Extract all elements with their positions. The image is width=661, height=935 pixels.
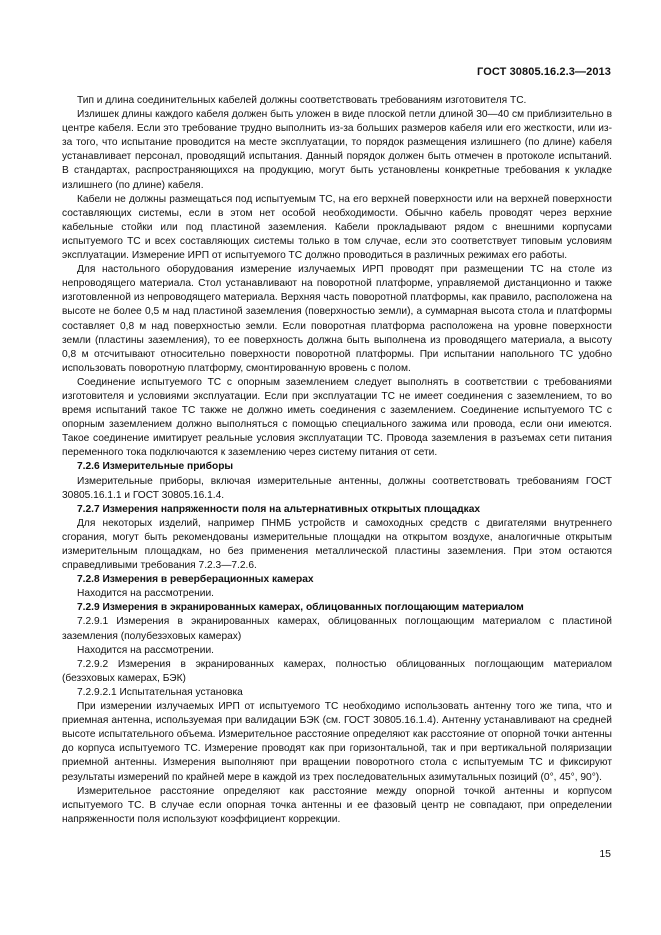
paragraph: 7.2.9.2.1 Испытательная установка	[77, 686, 243, 698]
paragraph: Для настольного оборудования измерение излучаемых ИРП проводят при размещении ТС на столе из непроводящего материала. Стол устанавливают на поворотной платформе, управляемой дистанционно и также изготовленной из непроводящего материала. Верхняя часть поворотной платформы, как правило, расположена на высоте не более 0,5 м над пластиной заземления (поверхностью земли), а суммарная высота стола и платформы составляет 0,8 м над поверхностью земли. Если поворотная платформа расположена на уровне поверхности земли (пластины заземления), то ее поверхность должна быть выполнена из проводящего материала, а высоту 0,8 м отсчитывают относительно поверхности поворотной платформы. При испытании напольного ТС удобно использовать поворотную платформу, смонтированную вровень с полом.	[62, 264, 612, 374]
paragraph: Измерительные приборы, включая измерительные антенны, должны соответствовать требованиям ГОСТ 30805.16.1.1 и ГОСТ 30805.16.1.4.	[62, 475, 612, 501]
paragraph: Находится на рассмотрении.	[77, 588, 214, 600]
paragraph: Измерительное расстояние определяют как расстояние между опорной точкой антенны и корпусом испытуемого ТС. В случае если опорная точка антенны и ее фазовый центр не совпадают, при определении напряженности поля используют коэффициент коррекции.	[62, 785, 612, 825]
section-heading: 7.2.6 Измерительные приборы	[77, 461, 234, 473]
document-code: ГОСТ 30805.16.2.3—2013	[477, 66, 611, 78]
paragraph: Кабели не должны размещаться под испытуемым ТС, на его верхней поверхности или на верхней поверхности составляющих системы, если в этом нет особой необходимости. Обычно кабель проводят через верхние кабельные стойки или под пластиной заземления. Кабели прокладывают рядом с внешними корпусами испытуемого ТС и всех составляющих системы только в том случае, если это соответствует типовым условиям эксплуатации. Измерение ИРП от испытуемого ТС должно проводиться в различных режимах его работы.	[62, 193, 612, 262]
paragraph: 7.2.9.2 Измерения в экранированных камерах, полностью облицованных поглощающим материалом (безэховых камерах, БЭК)	[62, 658, 612, 684]
paragraph: Излишек длины каждого кабеля должен быть уложен в виде плоской петли длиной 30—40 см приблизительно в центре кабеля. Если это требование трудно выполнить из-за больших размеров кабеля или его жесткости, или из-за того, что испытание проводится на месте эксплуатации, то порядок размещения излишнего (по длине) кабеля устанавливает персонал, проводящий испытания. Данный порядок должен быть отмечен в протоколе испытаний. В стандартах, распространяющихся на продукцию, могут быть установлены конкретные требования к укладке излишнего (по длине) кабеля.	[62, 109, 612, 191]
paragraph: Находится на рассмотрении.	[77, 644, 214, 656]
section-heading: 7.2.8 Измерения в реверберационных камерах	[77, 574, 314, 586]
section-heading: 7.2.7 Измерения напряженности поля на альтернативных открытых площадках	[77, 503, 481, 515]
paragraph: При измерении излучаемых ИРП от испытуемого ТС необходимо использовать антенну того же типа, что и приемная антенна, используемая при валидации БЭК (см. ГОСТ 30805.16.1.4). Антенну устанавливают на средней высоте испытательного объема. Измерительное расстояние определяют как расстояние от опорной точки антенны до корпуса испытуемого ТС. Измерение проводят как при горизонтальной, так и при вертикальной поляризации приемной антенны. Измерения выполняют при вращении поворотного стола с испытуемым ТС и фиксируют результаты измерений по крайней мере в каждой из трех последовательных азимутальных позиций (0°, 45°, 90°).	[62, 701, 612, 783]
paragraph: 7.2.9.1 Измерения в экранированных камерах, облицованных поглощающим материалом с пластиной заземления (полубезэховых камерах)	[62, 616, 612, 642]
paragraph: Для некоторых изделий, например ПНМБ устройств и самоходных средств с двигателями внутреннего сгорания, могут быть рекомендованы измерительные площадки на открытом воздухе, аналогичные открытым измерительным площадкам, но без применения металлической пластины заземления. При этом остаются справедливыми требования 7.2.3—7.2.6.	[62, 517, 612, 572]
paragraph: Тип и длина соединительных кабелей должны соответствовать требованиям изготовителя ТС.	[77, 95, 527, 106]
page-number: 15	[599, 848, 611, 860]
section-heading: 7.2.9 Измерения в экранированных камерах, облицованных поглощающим материалом	[77, 602, 524, 614]
document-body	[62, 94, 612, 827]
paragraph: Соединение испытуемого ТС с опорным заземлением следует выполнять в соответствии с требованиями изготовителя и условиями эксплуатации. Если при эксплуатации ТС не имеет соединения с заземлением, то во время испытаний такое ТС также не должно иметь соединения с заземлением. Соединение испытуемого ТС с опорным заземлением должно выполняться с помощью специального зажима или провода, если они имеются. Такое соединение имитирует реальные условия эксплуатации ТС. Провода заземления в разъемах сети питания переменного тока подключаются к заземлению через систему питания от сети.	[62, 376, 612, 459]
